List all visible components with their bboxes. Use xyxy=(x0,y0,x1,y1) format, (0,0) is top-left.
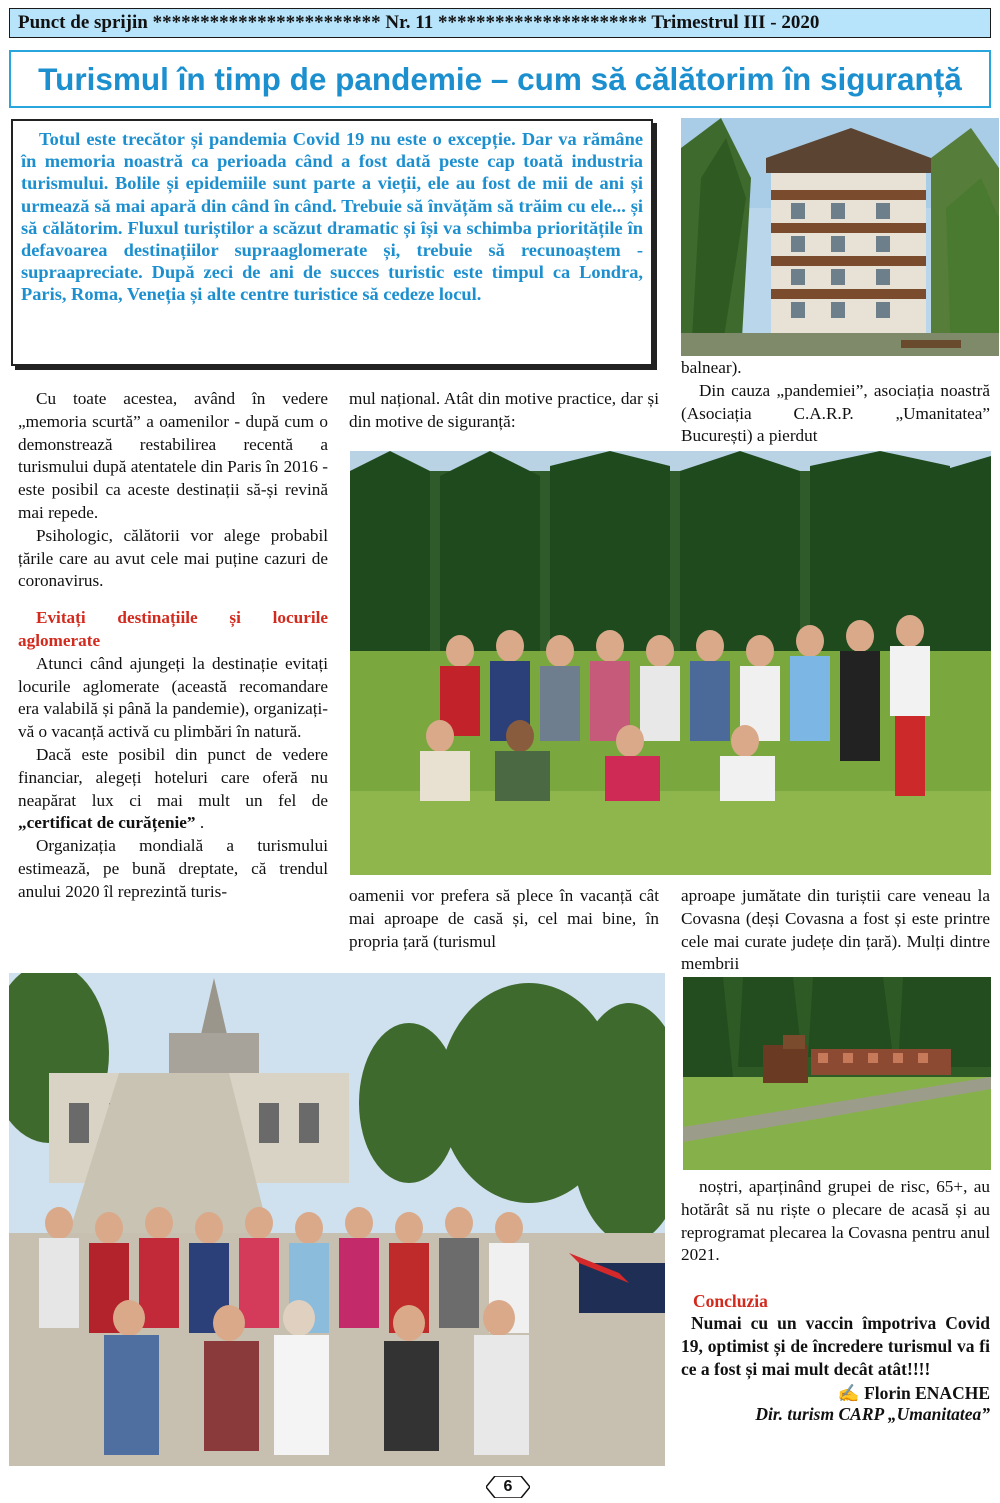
issue-header xyxy=(9,8,991,38)
conclusion-text: Numai cu un vaccin împotriva Covid 19, optimist și de încredere turismul va fi ce a fost și mai mult decât atât!!!! xyxy=(681,1313,990,1379)
pen-icon: ✍ xyxy=(837,1383,860,1403)
col1-paragraph-1: Cu toate acestea, având în vedere „memoria scurtă” a oamenilor - după cum o demonstrează restabilirea recentă a turismului după atentatele din Paris în 2016 - este posibil ca aceste destinații să-și revină mai repede. xyxy=(18,389,328,522)
author-name: Florin ENACHE xyxy=(864,1383,990,1403)
col2-top-text: mul național. Atât din motive practice, dar și din motive de siguranță: xyxy=(349,389,659,431)
train-photo xyxy=(683,977,991,1170)
column-3-bottom xyxy=(681,1176,990,1267)
page-number-badge xyxy=(486,1476,530,1498)
col2-bottom-text: oamenii vor prefera să plece în vacanță cât mai aproape de casă și, cel mai bine, în propria țară (turismul xyxy=(349,886,659,951)
col3-top-1: balnear). xyxy=(681,358,742,377)
col1-paragraph-2: Psihologic, călătorii vor alege probabil țările care au avut cele mai puține cazuri de coronavirus. xyxy=(18,525,328,591)
intro-box xyxy=(11,119,653,366)
col1-p4-end: . xyxy=(195,813,205,833)
column-2-bottom xyxy=(349,885,659,953)
column-3-mid xyxy=(681,885,990,976)
conclusion-heading: Concluzia xyxy=(693,1291,768,1311)
col1-paragraph-4 xyxy=(18,744,328,835)
col1-p4-bold: „certificat de curățenie” xyxy=(18,813,196,833)
col3-mid-text: aproape jumătate din turiștii care veneau la Covasna (deși Covasna a fost și este printre cele mai curate județe din țară). Mulți dintre membrii xyxy=(681,886,990,974)
author-role: Dir. turism CARP „Umanitatea” xyxy=(755,1404,990,1424)
page-number: 6 xyxy=(503,1478,513,1495)
intro-text: Totul este trecător și pandemia Covid 19 nu este o excepție. Dar va rămâne în memoria noastră ca perioada când a fost dată peste cap toată industria turismului. Bolile și epidemiile sunt parte a vieții, ele au fost de mii de ani și urmează să mai apară din când în când. Trebuie să învățăm să trăim cu ele... și să călătorim. Fluxul turiștilor a scăzut dramatic și își va schimba prioritățile în defavoarea destinațiilor supraaglomerate și, trebuie să recunoaștem - supraapreciate. După zeci de ani de succes turistic este timpul ca Londra, Paris, Roma, Veneția și alte centre turistice să cedeze locul. xyxy=(21,129,643,305)
conclusion-block xyxy=(681,1291,990,1425)
article-title: Turismul în timp de pandemie – cum să călătorim în siguranță xyxy=(9,50,991,108)
col1-paragraph-5: Organizația mondială a turismului estimează, pe bună dreptate, că trendul anului 2020 îl reprezintă turis- xyxy=(18,836,328,901)
group-photo-meadow xyxy=(350,451,991,875)
col3-top-2: Din cauza „pandemiei”, asociația noastră (Asociația C.A.R.P. „Umanitatea” București) a pierdut xyxy=(681,380,990,446)
col3-bottom-text: noștri, aparținând grupei de risc, 65+, au hotărât să nu riște o plecare de acasă și au reprogramat plecarea la Covasna pentru anul 2021. xyxy=(681,1177,990,1265)
col1-paragraph-3: Atunci când ajungeți la destinație evitați locurile aglomerate (această recomandare era valabilă și până la pandemie), organizați-vă o vacanță activă cu plimbări în natură. xyxy=(18,653,328,742)
column-1 xyxy=(18,388,328,904)
col1-p4-text: Dacă este posibil din punct de vedere financiar, alegeți hoteluri care oferă nu neapărat lux ci mai mult un fel de xyxy=(18,744,328,810)
column-2-top xyxy=(349,388,659,434)
hotel-photo xyxy=(681,118,999,356)
group-photo-monument xyxy=(9,973,665,1466)
col1-subheading: Evitați destinațiile și locurile aglomerate xyxy=(18,608,328,650)
author-line xyxy=(681,1383,990,1404)
column-3-top xyxy=(681,357,990,448)
header-text: Punct de sprijin ************************ Nr. 11 ********************** Trimestrul III - 2020 xyxy=(18,12,820,33)
